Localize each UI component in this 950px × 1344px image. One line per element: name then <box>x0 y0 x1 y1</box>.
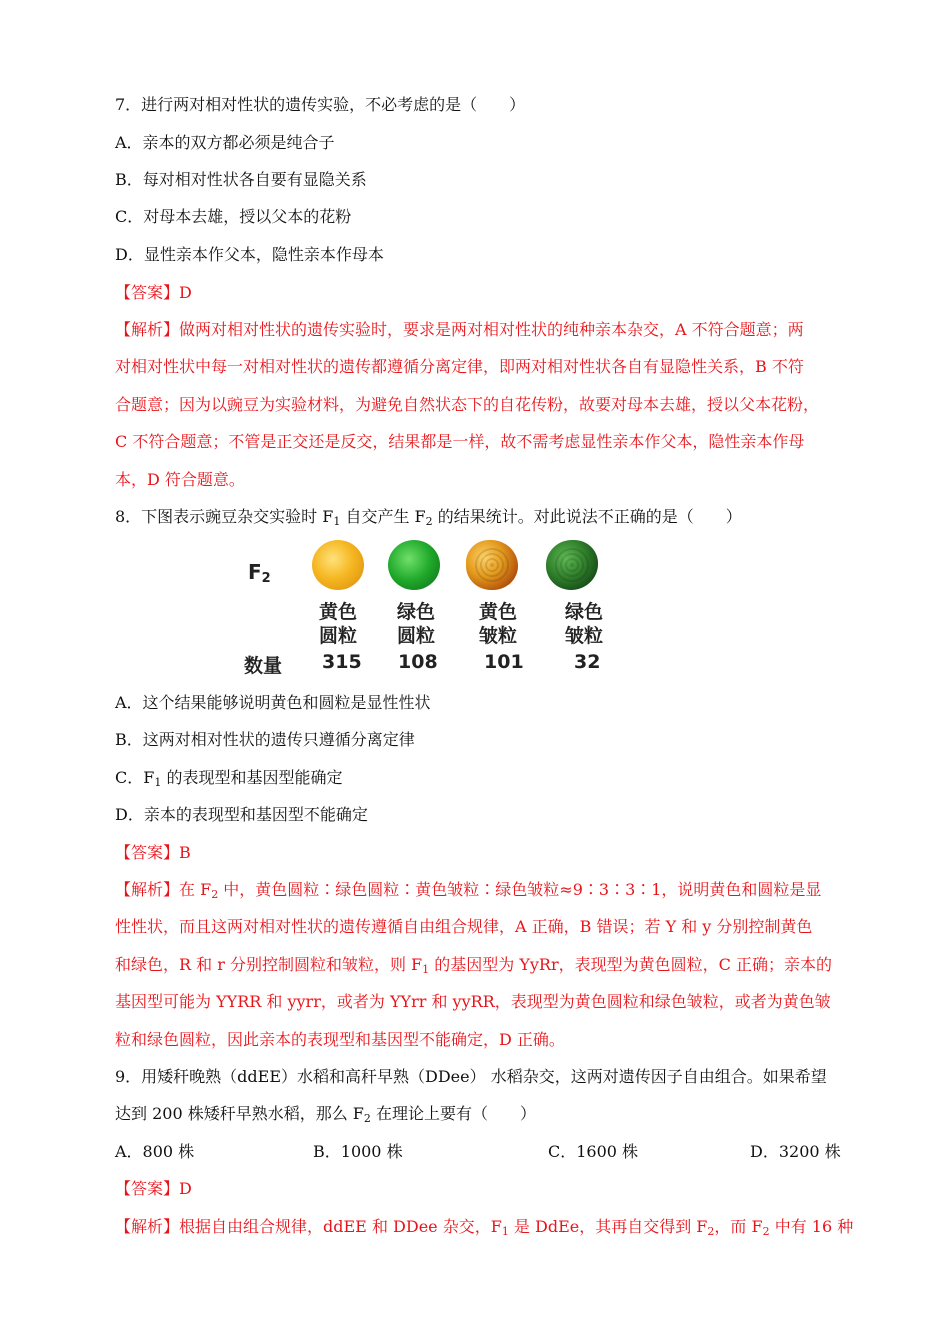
q7-option-d: D．显性亲本作父本，隐性亲本作母本 <box>115 245 384 264</box>
phenotype-shape: 圆粒 <box>318 625 357 647</box>
q8-option-b: B．这两对相对性状的遗传只遵循分离定律 <box>115 730 415 749</box>
option-text: 的表现型和基因型能确定 <box>161 768 343 787</box>
q9-analysis-line-1 <box>115 1217 853 1242</box>
q7-analysis-line-5: 本，D 符合题意。 <box>115 470 245 489</box>
phenotype-color: 绿色 <box>564 601 603 623</box>
phenotype-label <box>386 600 446 648</box>
subscript: 1 <box>333 515 341 528</box>
phenotype-shape: 圆粒 <box>396 625 435 647</box>
subscript: 2 <box>762 1225 770 1238</box>
phenotype-shape: 皱粒 <box>478 625 517 647</box>
stem-text: 在理论上要有（ ） <box>370 1104 536 1123</box>
analysis-tag: 【解析】 <box>115 880 180 899</box>
q9-option-d: D．3200 株 <box>750 1142 841 1161</box>
q8-analysis-line-2: 性性状，而且这两对相对性状的遗传遵循自由组合规律，A 正确，B 错误；若 Y 和 y 分别控制黄色 <box>115 917 813 936</box>
subscript: 2 <box>261 571 271 586</box>
phenotype-shape: 皱粒 <box>564 625 603 647</box>
analysis-tag: 【解析】 <box>115 1217 180 1236</box>
q9-option-c: C．1600 株 <box>548 1142 639 1161</box>
analysis-text: 是 DdEe，其再自交得到 F <box>508 1217 708 1236</box>
q8-analysis-line-5: 粒和绿色圆粒，因此亲本的表现型和基因型不能确定，D 正确。 <box>115 1030 565 1049</box>
row-label-text: F <box>248 560 262 584</box>
q8-option-a: A．这个结果能够说明黄色和圆粒是显性性状 <box>115 693 431 712</box>
analysis-text: 的基因型为 YyRr，表现型为黄色圆粒，C 正确；亲本的 <box>429 955 832 974</box>
answer-tag: 【答案】 <box>115 1179 180 1198</box>
q8-stem-part: 的结果统计。对此说法不正确的是（ ） <box>432 507 742 526</box>
q7-stem: 7．进行两对相对性状的遗传实验，不必考虑的是（ ） <box>115 95 526 114</box>
q8-stem-part: 8．下图表示豌豆杂交实验时 F <box>115 507 334 526</box>
q9-answer <box>115 1179 192 1199</box>
q7-analysis-line-2: 对相对性状中每一对相对性状的遗传都遵循分离定律，即两对相对性状各自有显隐性关系，B 不符 <box>115 357 804 376</box>
phenotype-label <box>308 600 368 648</box>
q9-stem-line-2 <box>115 1104 536 1129</box>
quantity-value: 101 <box>484 651 524 673</box>
q8-option-d: D．亲本的表现型和基因型不能确定 <box>115 805 368 824</box>
analysis-text: 中，黄色圆粒∶绿色圆粒∶黄色皱粒∶绿色皱粒≈9∶3∶3∶1，说明黄色和圆粒是显 <box>218 880 822 899</box>
q7-option-c: C．对母本去雄，授以父本的花粉 <box>115 207 352 226</box>
analysis-tag: 【解析】 <box>115 320 180 339</box>
yellow-wrinkled-pea-icon <box>466 540 518 590</box>
answer-value: D <box>179 1179 192 1198</box>
quantity-value: 315 <box>322 651 362 673</box>
answer-value: B <box>179 843 191 862</box>
phenotype-label <box>554 600 614 648</box>
phenotype-color: 绿色 <box>396 601 435 623</box>
quantity-value: 32 <box>574 651 601 673</box>
figure-row-label <box>248 560 271 586</box>
q7-analysis-line-3: 合题意；因为以豌豆为实验材料，为避免自然状态下的自花传粉，故要对母本去雄，授以父本花粉， <box>115 395 820 414</box>
q8-stem <box>115 507 742 532</box>
q8-analysis-line-1 <box>115 880 821 905</box>
analysis-text: 根据自由组合规律，ddEE 和 DDee 杂交，F <box>179 1217 502 1236</box>
pea-cross-figure <box>240 540 620 675</box>
green-round-pea-icon <box>388 540 440 590</box>
q9-option-a: A．800 株 <box>115 1142 195 1161</box>
analysis-text: ，而 F <box>714 1217 763 1236</box>
subscript: 2 <box>211 888 219 901</box>
phenotype-label <box>468 600 528 648</box>
q7-option-a: A．亲本的双方都必须是纯合子 <box>115 133 335 152</box>
phenotype-color: 黄色 <box>318 601 357 623</box>
quantity-label: 数量 <box>244 655 283 677</box>
q7-analysis-line-1 <box>115 320 804 340</box>
q9-option-b: B．1000 株 <box>313 1142 403 1161</box>
q8-analysis-line-3 <box>115 955 832 980</box>
q8-option-c <box>115 768 342 793</box>
subscript: 1 <box>154 776 162 789</box>
green-wrinkled-pea-icon <box>546 540 598 590</box>
q8-answer <box>115 843 191 863</box>
quantity-value: 108 <box>398 651 438 673</box>
analysis-text: 在 F <box>179 880 212 899</box>
q7-analysis-line-4: C 不符合题意；不管是正交还是反交，结果都是一样，故不需考虑显性亲本作父本，隐性亲本作母 <box>115 432 805 451</box>
option-text: C．F <box>115 768 155 787</box>
subscript: 2 <box>425 515 433 528</box>
answer-tag: 【答案】 <box>115 283 180 302</box>
stem-text: 达到 200 株矮秆早熟水稻，那么 F <box>115 1104 364 1123</box>
analysis-text: 做两对相对性状的遗传实验时，要求是两对相对性状的纯种亲本杂交，A 不符合题意；两 <box>179 320 804 339</box>
subscript: 1 <box>422 963 430 976</box>
q7-option-b: B．每对相对性状各自要有显隐关系 <box>115 170 367 189</box>
q8-analysis-line-4: 基因型可能为 YYRR 和 yyrr，或者为 YYrr 和 yyRR，表现型为黄色圆粒和绿色皱粒，或者为黄色皱 <box>115 992 831 1011</box>
q9-stem-line-1: 9．用矮秆晚熟（ddEE）水稻和高秆早熟（DDee） 水稻杂交，这两对遗传因子自由组合。如果希望 <box>115 1067 827 1086</box>
phenotype-color: 黄色 <box>478 601 517 623</box>
answer-value: D <box>179 283 192 302</box>
yellow-round-pea-icon <box>312 540 364 590</box>
subscript: 2 <box>363 1112 371 1125</box>
analysis-text: 和绿色，R 和 r 分别控制圆粒和皱粒，则 F <box>115 955 423 974</box>
subscript: 1 <box>501 1225 509 1238</box>
answer-tag: 【答案】 <box>115 843 180 862</box>
subscript: 2 <box>707 1225 715 1238</box>
analysis-text: 中有 16 种 <box>769 1217 854 1236</box>
q7-answer <box>115 283 192 303</box>
q8-stem-part: 自交产生 F <box>340 507 426 526</box>
